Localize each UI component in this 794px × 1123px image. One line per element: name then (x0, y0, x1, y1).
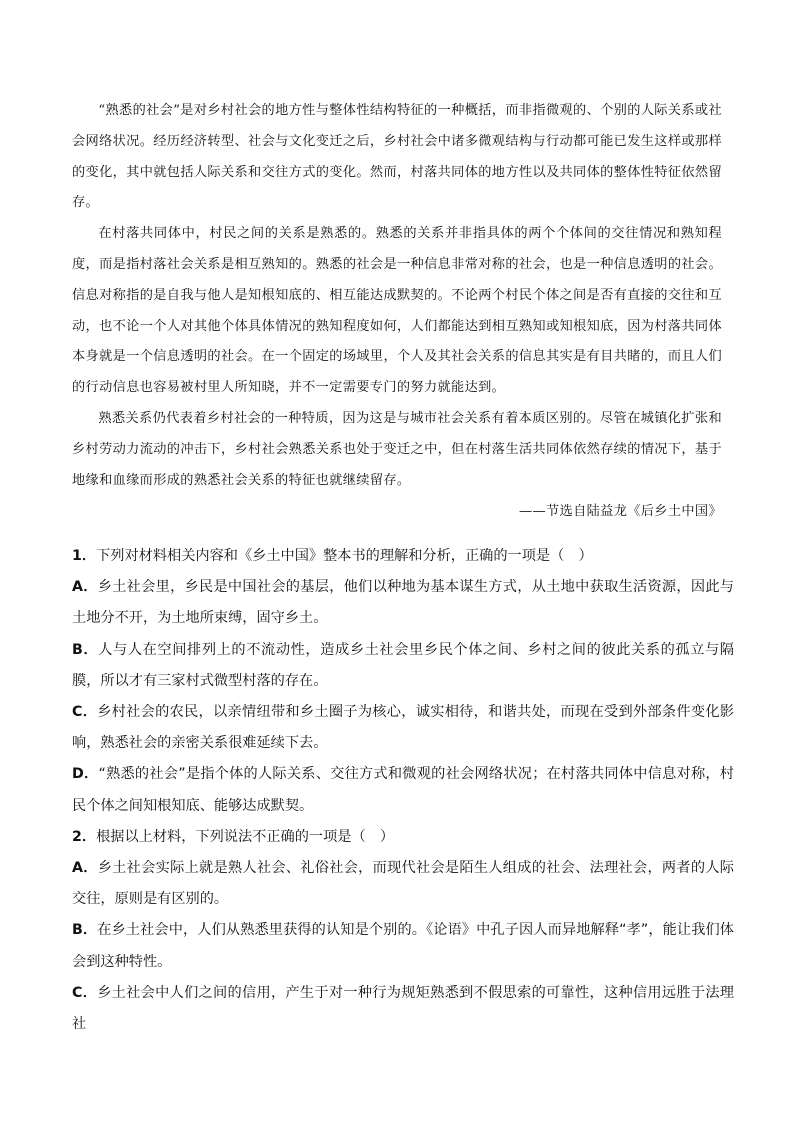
option-a (72, 572, 734, 634)
question-list (72, 541, 734, 1040)
option-text: 乡土社会里，乡民是中国社会的基层，他们以种地为基本谋生方式，从土地中获取生活资源，因此与土地分不开，为土地所束缚，固守乡土。 (72, 579, 734, 627)
passage-paragraph-3: 熟悉关系仍代表着乡村社会的一种特质，因为这是与城市社会关系有着本质区别的。尽管在城镇化扩张和乡村劳动力流动的冲击下，乡村社会熟悉关系也处于变迁之中，但在村落生活共同体依然存续的情况下，基于地缘和血缘而形成的熟悉社会关系的特征也就继续留存。 (72, 410, 722, 488)
option-text: 乡村社会的农民，以亲情纽带和乡土圈子为核心，诚实相待，和谐共处，而现在受到外部条件变化影响，熟悉社会的亲密关系很难延续下去。 (72, 704, 734, 752)
option-letter: B． (72, 641, 99, 658)
option-text: “熟悉的社会”是指个体的人际关系、交往方式和微观的社会网络状况；在村落共同体中信息对称，村民个体之间知根知底、能够达成默契。 (72, 766, 734, 814)
option-text: 人与人在空间排列上的不流动性，造成乡土社会里乡民个体之间、乡村之间的彼此关系的孤立与隔膜，所以才有三家村式微型村落的存在。 (72, 641, 734, 689)
reading-passage (72, 96, 722, 527)
question-text: 根据以上材料，下列说法不正确的一项是（ ） (96, 828, 395, 845)
option-letter: B． (72, 922, 98, 939)
option-letter: A． (72, 860, 98, 877)
question-number: 2． (72, 828, 97, 845)
question-2 (72, 822, 734, 1040)
passage-source: ——节选自陆益龙《后乡土中国》 (518, 504, 722, 520)
option-text: 乡土社会实际上就是熟人社会、礼俗社会，而现代社会是陌生人组成的社会、法理社会，两者的人际交往，原则是有区别的。 (72, 860, 734, 908)
option-letter: C． (72, 704, 98, 721)
question-number: 1． (72, 548, 97, 564)
passage-paragraph-2: 在村落共同体中，村民之间的关系是熟悉的。熟悉的关系并非指具体的两个个体间的交往情况和熟知程度，而是指村落社会关系是相互熟知的。熟悉的社会是一种信息非常对称的社会，也是一种信息透明的社会。信息对称指的是自我与他人是知根知底的、相互能达成默契的。不论两个村民个体之间是否有直接的交往和互动，也不论一个人对其他个体具体情况的熟知程度如何，人们都能达到相互熟知或知根知底，因为村落共同体本身就是一个信息透明的社会。在一个固定的场域里，个人及其社会关系的信息其实是有目共睹的，而且人们的行动信息也容易被村里人所知晓，并不一定需要专门的努力就能达到。 (72, 226, 722, 396)
option-letter: D． (72, 766, 99, 783)
option-text: 乡土社会中人们之间的信用，产生于对一种行为规矩熟悉到不假思索的可靠性，这种信用远胜于法理社 (72, 984, 734, 1033)
option-b (72, 915, 734, 977)
option-letter: A． (72, 579, 98, 596)
question-stem (72, 822, 734, 853)
option-c (72, 697, 734, 759)
option-c (72, 978, 734, 1040)
option-text: 在乡土社会中，人们从熟悉里获得的认知是个别的。《论语》中孔子因人而异地解释“孝”，能让我们体会到这种特性。 (72, 922, 734, 970)
option-a (72, 853, 734, 915)
passage-paragraph-1: “熟悉的社会”是对乡村社会的地方性与整体性结构特征的一种概括，而非指微观的、个别的人际关系或社会网络状况。经历经济转型、社会与文化变迁之后，乡村社会中诸多微观结构与行动都可能已发生这样或那样的变化，其中就包括人际关系和交往方式的变化。然而，村落共同体的地方性以及共同体的整体性特征依然留存。 (72, 103, 722, 211)
option-letter: C． (72, 984, 98, 1001)
question-text: 下列对材料相关内容和《乡土中国》整本书的理解和分析，正确的一项是（ ） (96, 548, 593, 564)
option-d (72, 759, 734, 821)
question-stem (72, 541, 734, 572)
question-1 (72, 541, 734, 822)
option-b (72, 635, 734, 697)
